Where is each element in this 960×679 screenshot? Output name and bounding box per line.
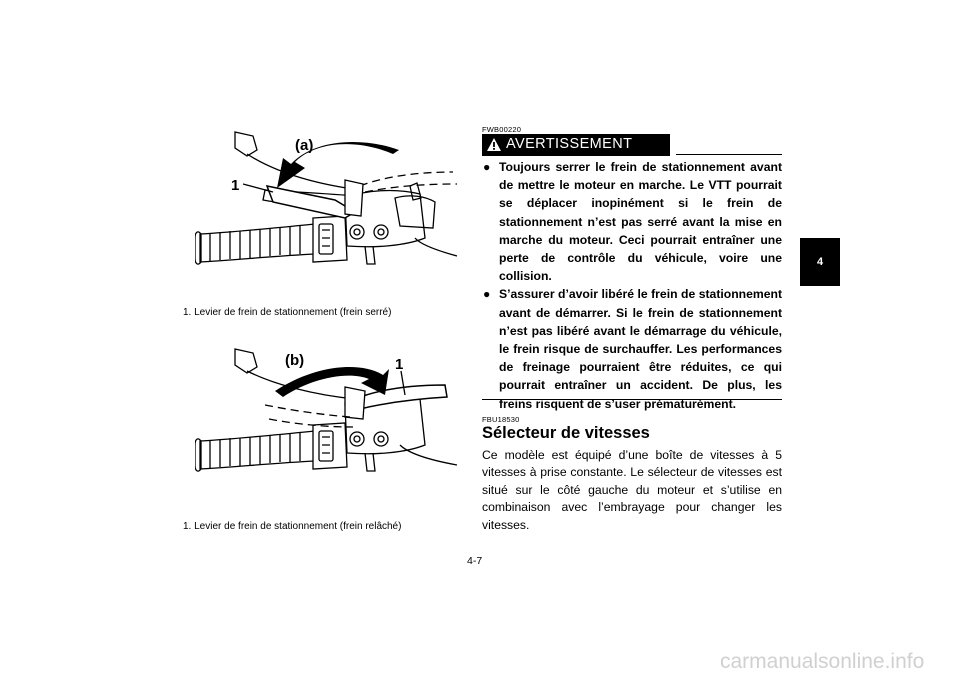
figure-b-caption: 1. Levier de frein de stationnement (frein relâché) bbox=[183, 521, 402, 532]
warning-code: FWB00220 bbox=[482, 125, 522, 134]
warning-header-rule bbox=[676, 154, 782, 155]
bullet-icon: ● bbox=[483, 287, 491, 302]
watermark: carmanualsonline.info bbox=[720, 650, 925, 673]
figure-parking-brake-released bbox=[195, 345, 465, 495]
section-code: FBU18530 bbox=[482, 415, 520, 424]
section-body: Ce modèle est équipé d’une boîte de vitesses à 5 vitesses à prise constante. Le sélecteur de vitesses est situé sur le côté gauche du moteur et s’utilise en combinaison avec l’embrayage pour changer les vitesses. bbox=[482, 448, 782, 532]
chapter-tab bbox=[800, 238, 840, 286]
warning-bullets bbox=[483, 158, 782, 413]
warning-bullet-text: S’assurer d’avoir libéré le frein de stationnement avant de démarrer. Si le frein de stationnement n’est pas libéré avant le démarrage du véhicule, le frein risque de surchauffer. Les performances de freinage pourraient être réduites, ce qui pourrait entraîner un accident. De plus, les freins risquent de s’user prématurément. bbox=[499, 287, 782, 411]
warning-bullet bbox=[483, 285, 782, 412]
warning-bullet bbox=[483, 158, 782, 285]
warning-bottom-rule bbox=[482, 399, 782, 400]
warning-bullet-text: Toujours serrer le frein de stationnement avant de mettre le moteur en marche. Le VTT pourrait se déplacer inopinément si le frein de stationnement n’est pas serré avant la mise en marche du moteur. Ceci pourrait entraîner une perte de contrôle du véhicule, voire une collision. bbox=[499, 160, 782, 284]
chapter-tab-label: 4 bbox=[816, 256, 824, 268]
figure-parking-brake-applied bbox=[195, 128, 465, 278]
bullet-icon: ● bbox=[483, 160, 491, 174]
figure-a-number-label: 1 bbox=[231, 177, 240, 194]
figure-a-letter-label: (a) bbox=[295, 137, 314, 154]
figure-a-caption: 1. Levier de frein de stationnement (frein serré) bbox=[183, 307, 392, 318]
page-number: 4-7 bbox=[467, 555, 483, 567]
warning-title: AVERTISSEMENT bbox=[506, 136, 633, 152]
figure-b-number-label: 1 bbox=[395, 356, 404, 373]
warning-triangle-icon bbox=[486, 137, 502, 152]
figure-b-letter-label: (b) bbox=[285, 352, 305, 369]
section-title: Sélecteur de vitesses bbox=[482, 424, 650, 442]
